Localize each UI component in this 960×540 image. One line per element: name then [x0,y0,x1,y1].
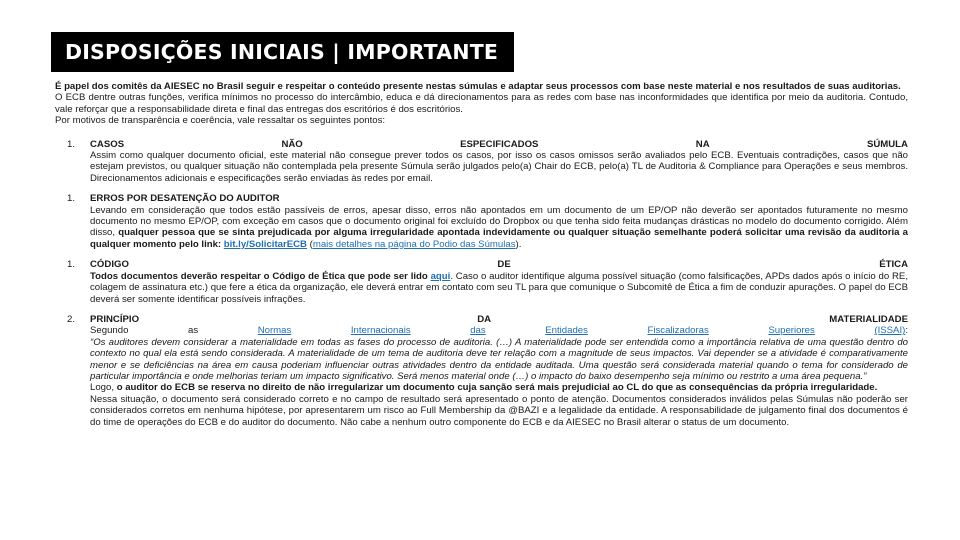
heading-word: CASOS [90,138,125,150]
issai-link[interactable]: Superiores [768,325,815,337]
text-span-bold: qualquer pessoa que se sinta prejudicada por alguma irregularidade apontada indevidamente ou qualquer situação semelhante poderá solicitar uma revisão da auditoria a qualquer momento pelo link: [90,227,909,250]
section-text [90,205,908,251]
issai-link[interactable]: Internacionais [350,325,411,337]
section-heading [90,314,908,325]
section-text: Nessa situação, o documento será considerado correto e no campo de resultado será apresentado o ponto de atenção. Documentos considerados inválidos pelas Súmulas não poderão ser considerados corretos em nenhuma hipótese, por apresentarem um risco ao Full Membership da @BAZI e a legalidade da entidade. A responsabilidade de julgamento final dos documentos é do time de operações do ECB e do auditor do documento. Não cabe a nenhum outro componente do ECB e da AIESEC no Brasil alterar o status de um documento. [90,393,908,428]
issai-link[interactable]: Normas [257,325,292,337]
list-number: 2. [67,313,76,325]
text-span-bold: Todos documentos deverão respeitar o Código de Ética que pode ser lido [90,270,428,282]
heading-word: SÚMULA [866,138,908,150]
section-heading [90,139,908,150]
section-text: Assim como qualquer documento oficial, este material não consegue prever todos os casos, por isso os casos omissos serão avaliados pelo ECB. Eventuais contradições, casos que não estejam previstos, ou qualquer situação não contemplada pela presente Súmula serão julgados pelo(a) Chair do ECB, pelo(a) TL de Auditoria & Compliance para Operações e seus membros. Direcionamentos adicionais e especificações serão enviadas às redes por email. [90,150,908,184]
list-number: 1. [67,138,76,150]
text-span: . Caso o auditor identifique alguma possível situação (como falsificações, APDs dados após o início do RE, colagem de assinatura etc.) que fere a ética da organização, ele deverá entrar em contato com seu TL para que comunique o Subcomitê de Ética a fim de conduzir apurações. O papel do ECB deverá ser somente identificar possíveis infrações. [90,270,908,305]
list-item-casos [55,139,908,185]
section-text [90,382,908,393]
heading-word: DA [477,313,492,325]
codigo-etica-link[interactable]: aqui [430,270,451,282]
text-span: ). [515,238,522,250]
intro-paragraph-1: É papel dos comitês da AIESEC no Brasil seguir e respeitar o conteúdo presente nestas súmulas e adaptar seus processos com base neste material e nos resultados de suas auditorias. [55,81,901,92]
page-title-text: DISPOSIÇÕES INICIAIS | IMPORTANTE [65,40,499,64]
section-heading: ERROS POR DESATENÇÃO DO AUDITOR [90,193,280,205]
text-word: Segundo [90,325,129,337]
list-number: 1. [67,193,76,205]
list-item-erros [55,193,908,250]
section-text [90,271,908,305]
issai-quote: “Os auditores devem considerar a materialidade em todas as fases do processo de auditoria. (…) A materialidade pode ser entendida como a importância relativa de uma questão dentro do contexto no qual ela está sendo considerada. A materialidade de um tema de auditoria deve ter relação com a magnitude de seus impactos. Vai depender se a atividade é comparativamente menor e se deficiências na área em causa poderiam influenciar outras atividades dentro da entidade auditada. Uma questão será considerada material quando o tema for considerado de particular importância e onde melhorias teriam um impacto significativo. Será menos material onde (…) o impacto do baixo desempenho seja mínimo ou restrito a uma área pequena.” [90,336,908,382]
solicitar-ecb-link[interactable]: bit.ly/SolicitarECB [223,238,307,250]
text-span: Logo, [90,382,115,394]
heading-word: NA [695,138,710,150]
issai-link[interactable]: Fiscalizadoras [647,325,709,337]
heading-word: MATERIALIDADE [829,313,908,325]
podio-sumulas-link[interactable]: mais detalhes na página do Podio das Súmulas [312,238,516,250]
intro-paragraph-2: O ECB dentre outras funções, verifica mínimos no processo do intercâmbio, educa e dá direcionamentos para as redes com base nas inconformidades que identifica por meio da auditoria. Contudo, vale reforçar que a responsabilidade direta e final das entregas dos escritórios é dos escritórios. [55,92,908,115]
heading-word: DE [497,259,511,271]
heading-word: ÉTICA [879,259,908,271]
intro-paragraph-3: Por motivos de transparência e coerência, vale ressaltar os seguintes pontos: [55,115,386,127]
text-span: Levando em consideração que todos estão passíveis de erros, apesar disso, erros não apontados em um documento de um EP/OP não deverão ser apontados futuramente no mesmo documento no mesmo EP/OP, com exceção em casos que o documento original foi excluído do Dropbox ou que tenha sido feita mudanças drásticas no modelo do documento corrigido. Além disso, [90,204,908,239]
issai-link[interactable]: das [470,325,486,337]
list-number: 1. [67,259,76,271]
text-span-bold: o auditor do ECB se reserva no direito de não irregularizar um documento cuja sanção será mais prejudicial ao CL do que as consequências da própria irregularidade. [116,382,878,394]
list-item-materialidade [55,314,908,428]
document-body [55,81,908,428]
heading-word: ESPECIFICADOS [460,138,539,150]
text-span: : [905,325,908,337]
heading-word: NÃO [281,138,303,150]
section-heading [90,259,908,270]
list-item-etica [55,259,908,305]
issai-link[interactable]: Entidades [545,325,588,337]
heading-word: CÓDIGO [90,259,129,271]
text-span: ( [309,238,313,250]
page-title [51,32,514,72]
issai-link[interactable]: (ISSAI) [874,325,906,337]
text-word: as [188,325,199,337]
heading-word: PRINCÍPIO [90,313,140,325]
issai-reference-line [90,325,908,336]
issai-end [874,325,908,336]
